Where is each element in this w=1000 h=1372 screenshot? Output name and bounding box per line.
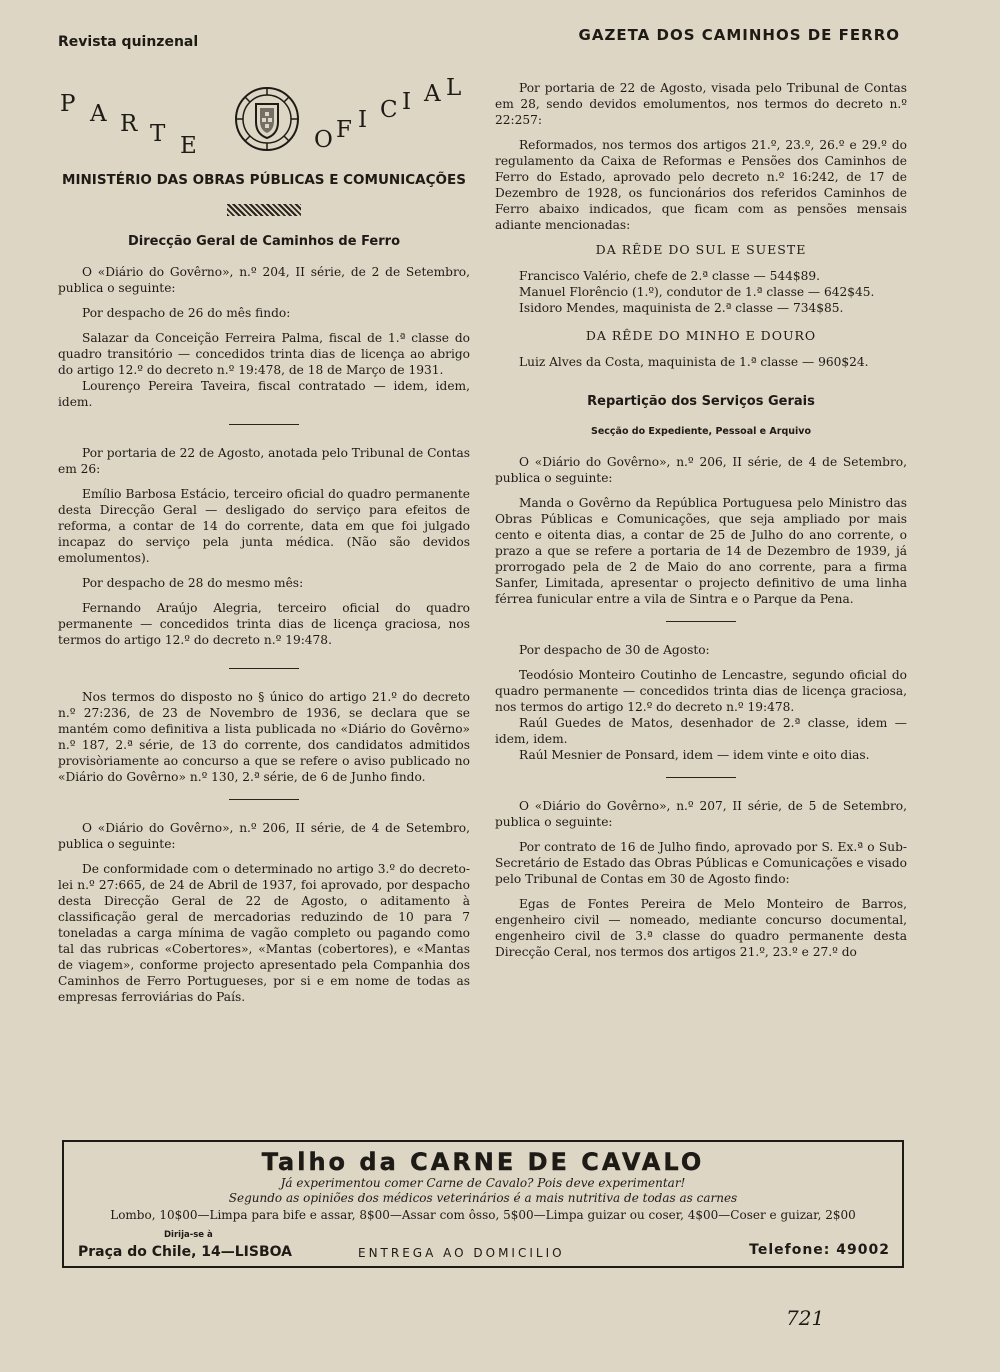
left-column	[58, 75, 470, 1014]
ornament-divider	[227, 204, 301, 216]
address-label: Dirija-se à	[164, 1230, 213, 1240]
paragraph: Por despacho de 28 do mesmo mês:	[82, 576, 304, 590]
publication-frequency: Revista quinzenal	[58, 34, 199, 50]
directorate-heading: Direcção Geral de Caminhos de Ferro	[127, 234, 400, 249]
price-list: Lombo, 10$00—Limpa para bife e assar, 8$00—Assar com ôsso, 5$00—Limpa guizar ou coser, 4$00—Coser e guizar, 2$00	[110, 1208, 856, 1222]
section-title-letter: R	[120, 111, 138, 137]
department-heading: Repartição dos Serviços Gerais	[587, 394, 815, 409]
advertisement-box	[62, 1140, 904, 1268]
paragraph: Emílio Barbosa Estácio, terceiro oficial do quadro permanente desta Direcção Geral — desligado do serviço para efeitos de reforma, a contar de 14 do corrente, data em que foi julgado incapaz do serviço pela junta médica. (Não são devidos emolumentos).	[58, 487, 470, 565]
page-number: 721	[786, 1306, 825, 1330]
section-title-letter: I	[402, 89, 412, 115]
right-column	[495, 80, 907, 969]
section-title-letter: C	[380, 97, 398, 123]
section-title-letter: P	[60, 91, 76, 117]
section-subheading: Secção do Expediente, Pessoal e Arquivo	[591, 426, 811, 437]
paragraph: O «Diário do Govêrno», n.º 207, II série, de 5 de Setembro, publica o seguinte:	[495, 799, 907, 829]
list-item: Francisco Valério, chefe de 2.ª classe — 544$89.	[519, 269, 820, 283]
paragraph: O «Diário do Govêrno», n.º 204, II série, de 2 de Setembro, publica o seguinte:	[58, 265, 470, 295]
network-heading: DA RÊDE DO SUL E SUESTE	[595, 242, 807, 257]
coat-of-arms-icon	[234, 86, 300, 152]
paragraph: Por portaria de 22 de Agosto, anotada pelo Tribunal de Contas em 26:	[58, 446, 470, 476]
paragraph: De conformidade com o determinado no artigo 3.º do decreto-lei n.º 27:665, de 24 de Abril de 1937, foi aprovado, por despacho desta Direcção Geral de 22 de Agosto, o aditamento à classificação geral de mercadorias reduzindo de 10 para 7 toneladas a carga mínima de vagão completo ou pagando como tal das rubricas «Cobertores», «Mantas (cobertores), e «Mantas de viagem», conforme projecto apresentado pela Companhia dos Caminhos de Ferro Portugueses, por si e em nome de todas as empresas ferroviárias do País.	[58, 862, 470, 1004]
address: Praça do Chile, 14—LISBOA	[78, 1244, 292, 1260]
paragraph: Manda o Govêrno da República Portuguesa pelo Ministro das Obras Públicas e Comunicações, que seja ampliado por mais cento e oitenta dias, a contar de 25 de Julho do ano corrente, o prazo a que se refere a portaria de 14 de Dezembro de 1939, já prorrogado pela de 2 de Maio do ano corrente, para a firma Sanfer, Limitada, apresentar o projecto definitivo de uma linha férrea funicular entre a vila de Sintra e o Parque da Pena.	[495, 496, 907, 606]
section-title-letter: E	[180, 133, 197, 159]
paragraph: Egas de Fontes Pereira de Melo Monteiro de Barros, engenheiro civil — nomeado, mediante concurso documental, engenheiro civil de 3.ª classe do quadro permanente desta Direcção Ceral, nos termos dos artigos 21.º, 23.º e 27.º do	[495, 897, 907, 959]
list-item: Isidoro Mendes, maquinista de 2.ª classe — 734$85.	[519, 301, 844, 315]
section-rule	[666, 621, 736, 622]
section-title-letter: I	[358, 107, 368, 133]
paragraph: Teodósio Monteiro Coutinho de Lencastre, segundo oficial do quadro permanente — concedidos trinta dias de licença graciosa, nos termos do artigo 12.º do decreto n.º 19:478.	[495, 668, 907, 714]
paragraph: Por despacho de 30 de Agosto:	[519, 643, 710, 657]
paragraph: Por portaria de 22 de Agosto, visada pelo Tribunal de Contas em 28, sendo devidos emolumentos, nos termos do decreto n.º 22:257:	[495, 81, 907, 127]
paragraph: O «Diário do Govêrno», n.º 206, II série, de 4 de Setembro, publica o seguinte:	[495, 455, 907, 485]
list-item: Luiz Alves da Costa, maquinista de 1.ª classe — 960$24.	[519, 355, 869, 369]
paragraph: Por contrato de 16 de Julho findo, aprovado por S. Ex.ª o Sub-Secretário de Estado das Obras Públicas e Comunicações e visado pelo Tribunal de Contas em 30 de Agosto findo:	[495, 840, 907, 886]
advertisement-title: Talho da CARNE DE CAVALO	[261, 1148, 705, 1176]
paragraph: O «Diário do Govêrno», n.º 206, II série, de 4 de Setembro, publica o seguinte:	[58, 821, 470, 851]
section-rule	[666, 777, 736, 778]
section-title-letter: F	[336, 117, 352, 143]
paragraph: Salazar da Conceição Ferreira Palma, fiscal de 1.ª classe do quadro transitório — concedidos trinta dias de licença ao abrigo do artigo 12.º do decreto n.º 19:478, de 18 de Março de 1931.	[58, 331, 470, 377]
paragraph: Lourenço Pereira Taveira, fiscal contratado — idem, idem, idem.	[58, 379, 470, 409]
phone-number: Telefone: 49002	[749, 1242, 890, 1258]
paragraph: Fernando Araújo Alegria, terceiro oficial do quadro permanente — concedidos trinta dias de licença graciosa, nos termos do artigo 12.º do decreto n.º 19:478.	[58, 601, 470, 647]
section-title-letter: T	[150, 121, 166, 147]
delivery-notice: ENTREGA AO DOMICILIO	[358, 1246, 565, 1260]
network-heading: DA RÊDE DO MINHO E DOURO	[585, 328, 817, 343]
pension-list	[495, 354, 907, 370]
paragraph: Nos termos do disposto no § único do artigo 21.º do decreto n.º 27:236, de 23 de Novembro de 1936, se declara que se mantém como definitiva a lista publicada no «Diário do Govêrno» n.º 187, 2.ª série, de 13 do corrente, dos candidatos admitidos provisòriamente ao concurso a que se refere o aviso publicado no «Diário do Govêrno» n.º 130, 2.ª série, de 6 de Junho findo.	[58, 690, 470, 784]
list-item: Manuel Florêncio (1.º), condutor de 1.ª classe — 642$45.	[519, 285, 875, 299]
ministry-heading: MINISTÉRIO DAS OBRAS PÚBLICAS E COMUNICAÇÕES	[62, 172, 466, 188]
section-title-letter: L	[446, 75, 462, 101]
section-title-letter: O	[314, 127, 333, 153]
pension-list	[495, 268, 907, 316]
advertisement-tagline: Já experimentou comer Carne de Cavalo? Pois deve experimentar!	[280, 1176, 686, 1190]
advertisement-tagline: Segundo as opiniões dos médicos veterinários é a mais nutritiva de todas as carnes	[228, 1191, 738, 1205]
section-title	[58, 75, 470, 172]
paragraph: Raúl Guedes de Matos, desenhador de 2.ª classe, idem — idem, idem.	[495, 716, 907, 746]
section-title-letter: A	[90, 101, 107, 127]
paragraph: Raúl Mesnier de Ponsard, idem — idem vinte e oito dias.	[519, 748, 870, 762]
section-title-letter: A	[424, 81, 441, 107]
section-rule	[229, 799, 299, 800]
paragraph: Por despacho de 26 do mês findo:	[82, 306, 291, 320]
paragraph: Reformados, nos termos dos artigos 21.º, 23.º, 26.º e 29.º do regulamento da Caixa de Reformas e Pensões dos Caminhos de Ferro do Estado, aprovado pelo decreto n.º 16:242, de 17 de Dezembro de 1928, os funcionários dos referidos Caminhos de Ferro abaixo indicados, que ficam com as pensões mensais adiante mencionadas:	[495, 138, 907, 232]
publication-title: GAZETA DOS CAMINHOS DE FERRO	[578, 26, 900, 44]
section-rule	[229, 424, 299, 425]
section-rule	[229, 668, 299, 669]
